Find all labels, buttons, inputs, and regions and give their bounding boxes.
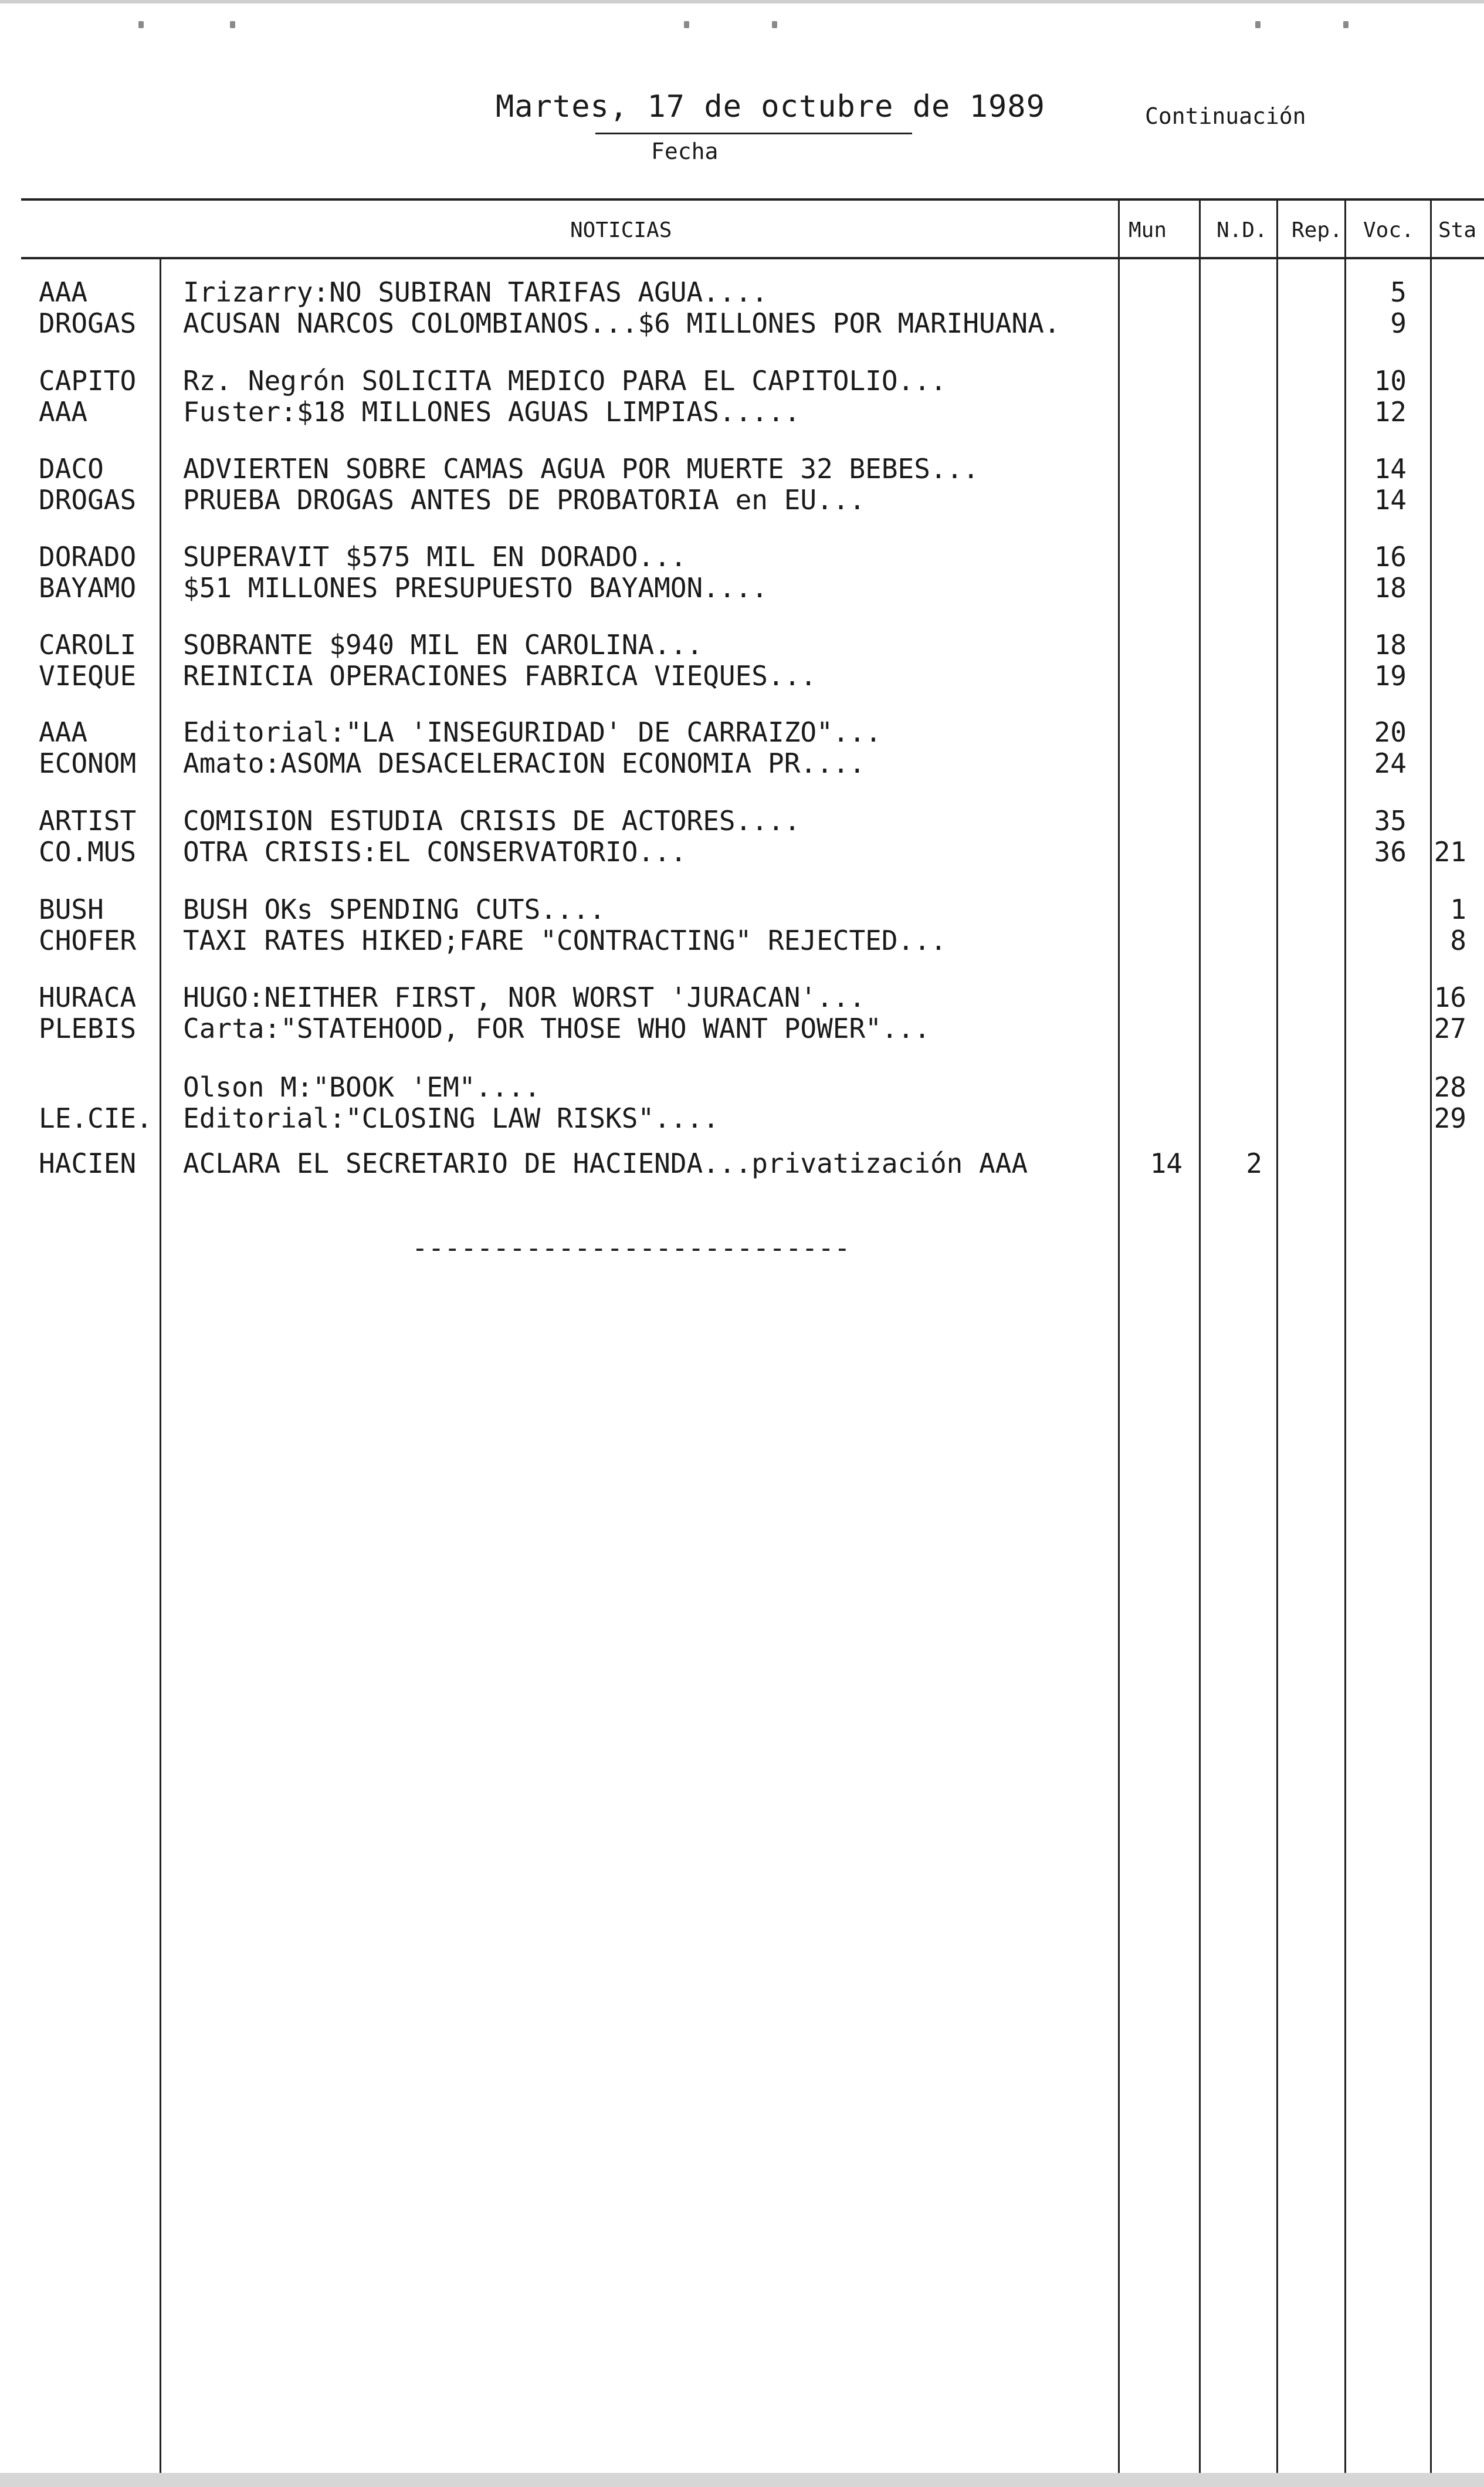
voc-page-number: 16: [1374, 541, 1407, 573]
news-headline: Editorial:"LA 'INSEGURIDAD' DE CARRAIZO"...: [183, 716, 882, 748]
voc-page-number: 5: [1390, 276, 1407, 308]
voc-page-number: 14: [1374, 453, 1407, 485]
voc-page-number: 36: [1374, 836, 1407, 868]
voc-column-divider: [1430, 198, 1432, 2473]
sta-page-number: 28: [1434, 1071, 1466, 1103]
news-headline: $51 MILLONES PRESUPUESTO BAYAMON....: [183, 572, 768, 604]
news-headline: ACLARA EL SECRETARIO DE HACIENDA...privatización AAA: [183, 1148, 1028, 1179]
voc-page-number: 19: [1374, 660, 1407, 692]
news-headline: PRUEBA DROGAS ANTES DE PROBATORIA en EU...: [183, 484, 866, 516]
section-code: DROGAS: [39, 307, 137, 339]
section-code: AAA: [39, 716, 88, 748]
voc-page-number: 14: [1374, 484, 1407, 516]
rep-column-divider: [1344, 198, 1346, 2473]
voc-page-number: 24: [1374, 747, 1407, 779]
section-code: CAPITO: [39, 365, 137, 397]
sta-page-number: 21: [1434, 836, 1466, 868]
news-headline: SUPERAVIT $575 MIL EN DORADO...: [183, 541, 687, 573]
column-header-mun: Mun: [1129, 218, 1167, 242]
punch-mark: [1343, 21, 1349, 28]
column-header-nd: N.D.: [1217, 218, 1268, 242]
section-code: DROGAS: [39, 484, 137, 516]
page-bottom-edge: [0, 2473, 1484, 2487]
date-caption: Fecha: [651, 138, 719, 164]
news-headline: ADVIERTEN SOBRE CAMAS AGUA POR MUERTE 32 BEBES...: [183, 453, 980, 485]
sta-page-number: 16: [1434, 982, 1466, 1013]
noticias-column-divider: [1118, 198, 1120, 2473]
date-line: Martes, 17 de octubre de 1989: [496, 89, 1045, 124]
news-headline: ACUSAN NARCOS COLOMBIANOS...$6 MILLONES POR MARIHUANA.: [183, 307, 1061, 339]
mun-page-number: 14: [1150, 1148, 1183, 1179]
section-code: CO.MUS: [39, 836, 137, 868]
section-code: ECONOM: [39, 747, 137, 779]
section-code: HACIEN: [39, 1148, 137, 1179]
section-code: DORADO: [39, 541, 137, 573]
section-code: AAA: [39, 396, 88, 428]
section-code: PLEBIS: [39, 1013, 137, 1044]
nd-page-number: 2: [1246, 1148, 1262, 1179]
sta-page-number: 27: [1434, 1013, 1466, 1044]
section-code: ARTIST: [39, 805, 137, 837]
voc-page-number: 35: [1374, 805, 1407, 837]
news-headline: OTRA CRISIS:EL CONSERVATORIO...: [183, 836, 687, 868]
section-code: VIEQUE: [39, 660, 137, 692]
punch-mark: [230, 21, 235, 28]
page-top-edge: [0, 0, 1484, 4]
voc-page-number: 18: [1374, 629, 1407, 661]
news-headline: Editorial:"CLOSING LAW RISKS"....: [183, 1102, 719, 1134]
sta-page-number: 29: [1434, 1102, 1466, 1134]
voc-page-number: 20: [1374, 716, 1407, 748]
section-code: AAA: [39, 276, 88, 308]
news-headline: Fuster:$18 MILLONES AGUAS LIMPIAS.....: [183, 396, 801, 428]
voc-page-number: 10: [1374, 365, 1407, 397]
news-headline: SOBRANTE $940 MIL EN CAROLINA...: [183, 629, 703, 661]
section-code: CHOFER: [39, 925, 137, 956]
news-headline: Rz. Negrón SOLICITA MEDICO PARA EL CAPITOLIO...: [183, 365, 947, 397]
nd-column-divider: [1276, 198, 1278, 2473]
section-code: LE.CIE.: [39, 1102, 153, 1134]
header-bottom-rule: [21, 257, 1484, 259]
news-headline: Olson M:"BOOK 'EM"....: [183, 1071, 541, 1103]
code-column-divider: [160, 258, 161, 2473]
end-of-list-marker: ---------------------------: [412, 1232, 851, 1264]
sta-page-number: 8: [1450, 925, 1466, 956]
punch-mark: [1255, 21, 1261, 28]
voc-page-number: 12: [1374, 396, 1407, 428]
news-headline: REINICIA OPERACIONES FABRICA VIEQUES...: [183, 660, 817, 692]
voc-page-number: 9: [1390, 307, 1407, 339]
column-header-rep: Rep.: [1292, 218, 1343, 242]
date-underline: [595, 133, 912, 134]
news-headline: TAXI RATES HIKED;FARE "CONTRACTING" REJECTED...: [183, 925, 947, 956]
section-code: BUSH: [39, 894, 104, 925]
punch-mark: [138, 21, 144, 28]
section-code: CAROLI: [39, 629, 137, 661]
punch-mark: [772, 21, 777, 28]
news-headline: COMISION ESTUDIA CRISIS DE ACTORES....: [183, 805, 801, 837]
header-top-rule: [21, 198, 1484, 201]
column-header-noticias: NOTICIAS: [570, 218, 672, 242]
mun-column-divider: [1199, 198, 1201, 2473]
news-headline: HUGO:NEITHER FIRST, NOR WORST 'JURACAN'...: [183, 982, 866, 1013]
section-code: BAYAMO: [39, 572, 137, 604]
column-header-voc: Voc.: [1363, 218, 1414, 242]
section-code: HURACA: [39, 982, 137, 1013]
news-headline: BUSH OKs SPENDING CUTS....: [183, 894, 606, 925]
sta-page-number: 1: [1450, 894, 1466, 925]
news-headline: Carta:"STATEHOOD, FOR THOSE WHO WANT POWER"...: [183, 1013, 930, 1044]
voc-page-number: 18: [1374, 572, 1407, 604]
punch-mark: [684, 21, 689, 28]
continuation-label: Continuación: [1145, 103, 1306, 129]
news-headline: Irizarry:NO SUBIRAN TARIFAS AGUA....: [183, 276, 768, 308]
section-code: DACO: [39, 453, 104, 485]
news-headline: Amato:ASOMA DESACELERACION ECONOMIA PR....: [183, 747, 866, 779]
column-header-sta: Sta: [1438, 218, 1477, 242]
